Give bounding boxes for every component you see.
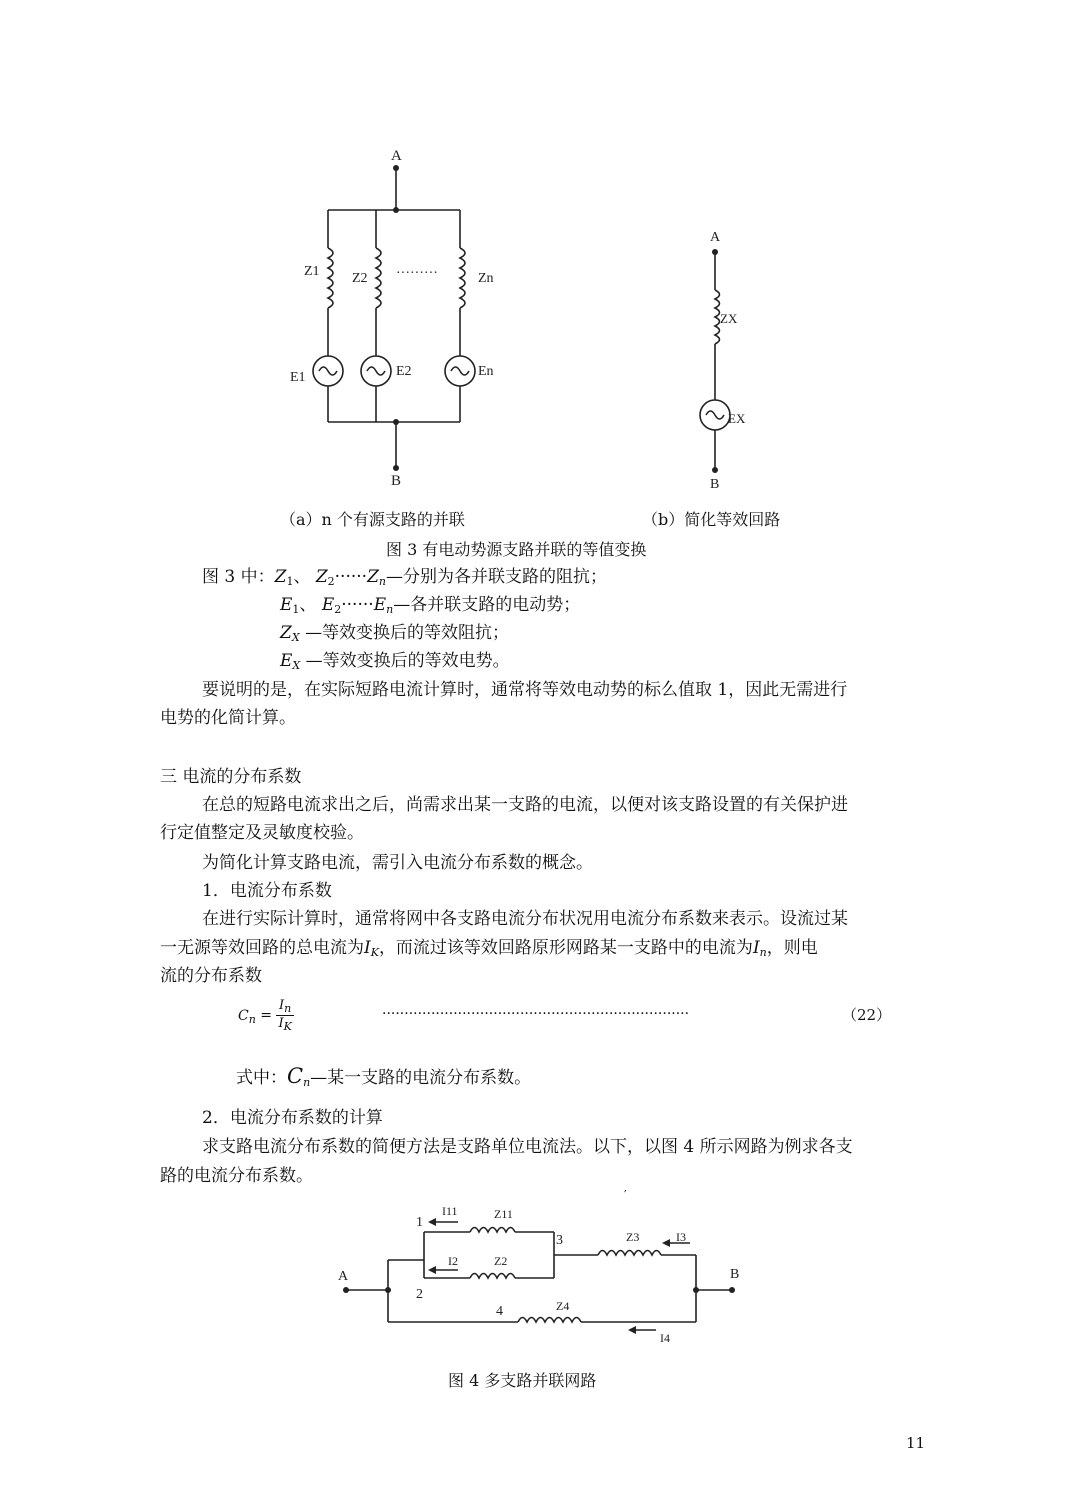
- node-1-label: 1: [416, 1215, 423, 1230]
- paragraph-1-line-1: 要说明的是，在实际短路电流计算时，通常将等效电动势的标么值取 1，因此无需进行: [202, 680, 848, 700]
- z3-label: Z3: [626, 1230, 640, 1244]
- node-b-label-fig4: B: [730, 1267, 740, 1282]
- section-paragraph-4-line-1: 求支路电流分布系数的简便方法是支路单位电流法。以下，以图 4 所示网路为例求各支: [202, 1137, 853, 1157]
- node-a-label-b: A: [710, 230, 721, 245]
- section-paragraph-1-line-1: 在总的短路电流求出之后，尚需求出某一支路的电流，以便对该支路设置的有关保护进: [202, 795, 848, 815]
- e1-label: E1: [290, 370, 306, 385]
- legend-text-3: —等效变换后的等效阻抗；: [305, 623, 510, 643]
- z1-label: Z1: [304, 264, 320, 279]
- equation-where: 式中：$C_n—$某一支路的电流分布系数。: [236, 1064, 532, 1089]
- section-paragraph-4-line-2: 路的电流分布系数。: [160, 1166, 313, 1186]
- where-lead: 式中：: [236, 1068, 287, 1088]
- figure-4-network: [330, 1190, 750, 1360]
- ex-label: EX: [728, 411, 746, 426]
- legend-text-4: —等效变换后的等效电势。: [305, 651, 510, 671]
- z4-label: Z4: [556, 1299, 570, 1313]
- i3-label: I3: [676, 1230, 686, 1244]
- stray-mark: ′: [624, 1188, 627, 1202]
- figure-3b-equivalent-circuit: [690, 225, 760, 495]
- node-a-label-fig4: A: [338, 1269, 349, 1284]
- zn-label: Zn: [478, 271, 494, 286]
- node-b-label: B: [391, 473, 402, 489]
- section-paragraph-3-line-2: 一无源等效回路的总电流为$I_K$，而流过该等效回路原形网路某一支路中的电流为$I_n$，则电: [160, 938, 818, 959]
- branch-dots: ·········: [396, 266, 438, 281]
- legend-line-3: $Z_X$ —等效变换后的等效阻抗；: [280, 623, 510, 644]
- figure-3a-caption: （a）n 个有源支路的并联: [280, 510, 465, 529]
- section-heading: 三 电流的分布系数: [160, 767, 302, 787]
- legend-line-4: $E_X$ —等效变换后的等效电势。: [280, 651, 510, 672]
- figure-4-caption: 图 4 多支路并联网路: [448, 1371, 597, 1390]
- legend-line-1: 图 3 中：$Z_1$、 $Z_2\cdot\cdot\cdot\cdot\cdot\cdot Z_n—$分别为各并联支路的阻抗；: [202, 567, 607, 588]
- zx-label: ZX: [720, 311, 738, 326]
- node-3-label: 3: [556, 1233, 563, 1248]
- figure-3a-parallel-branches: [290, 140, 520, 490]
- legend-line-2: $E_1$、 $E_2\cdot\cdot\cdot\cdot\cdot\cdot E_n—$各并联支路的电动势；: [280, 595, 581, 616]
- node-b-label-b: B: [710, 477, 720, 492]
- section-paragraph-2: 为简化计算支路电流，需引入电流分布系数的概念。: [202, 853, 593, 873]
- figure-3b-caption: （b）简化等效回路: [642, 510, 781, 529]
- en-label: En: [478, 364, 494, 379]
- i4-label: I4: [660, 1331, 670, 1345]
- subheading-1: 1．电流分布系数: [202, 881, 332, 901]
- equation-22: $C_n$ = $\frac{I_n}{I_K}$: [238, 998, 292, 1033]
- node-a-label: A: [391, 148, 402, 164]
- text-total-current: 一无源等效回路的总电流为: [160, 938, 364, 958]
- z11-label: Z11: [494, 1207, 513, 1221]
- paragraph-1-line-2: 电势的化简计算。: [160, 708, 296, 728]
- section-paragraph-1-line-2: 行定值整定及灵敏度校验。: [160, 823, 364, 843]
- subheading-2: 2．电流分布系数的计算: [202, 1108, 383, 1128]
- i11-label: I11: [442, 1204, 458, 1218]
- node-4-label: 4: [496, 1304, 503, 1319]
- where-text: —某一支路的电流分布系数。: [310, 1068, 532, 1088]
- text-branch-current: ，而流过该等效回路原形网路某一支路中的电流为: [378, 938, 753, 958]
- e2-label: E2: [396, 364, 412, 379]
- section-paragraph-3-line-1: 在进行实际计算时，通常将网中各支路电流分布状况用电流分布系数来表示。设流过某: [202, 909, 848, 929]
- equation-number: （22）: [842, 1006, 892, 1024]
- text-then: ，则电: [766, 938, 818, 958]
- equation-dots: ·····································································: [382, 1006, 690, 1022]
- z2-label-fig4: Z2: [494, 1254, 508, 1268]
- page-number: 11: [906, 1434, 926, 1452]
- node-2-label: 2: [416, 1287, 423, 1302]
- legend-text-1: —分别为各并联支路的阻抗；: [386, 567, 607, 587]
- figure-3-title: 图 3 有电动势源支路并联的等值变换: [386, 540, 647, 559]
- legend-text-2: —各并联支路的电动势；: [393, 595, 581, 615]
- legend-lead: 图 3 中：: [202, 567, 275, 587]
- i2-label: I2: [448, 1254, 458, 1268]
- z2-label: Z2: [352, 271, 368, 286]
- section-paragraph-3-line-3: 流的分布系数: [160, 966, 262, 986]
